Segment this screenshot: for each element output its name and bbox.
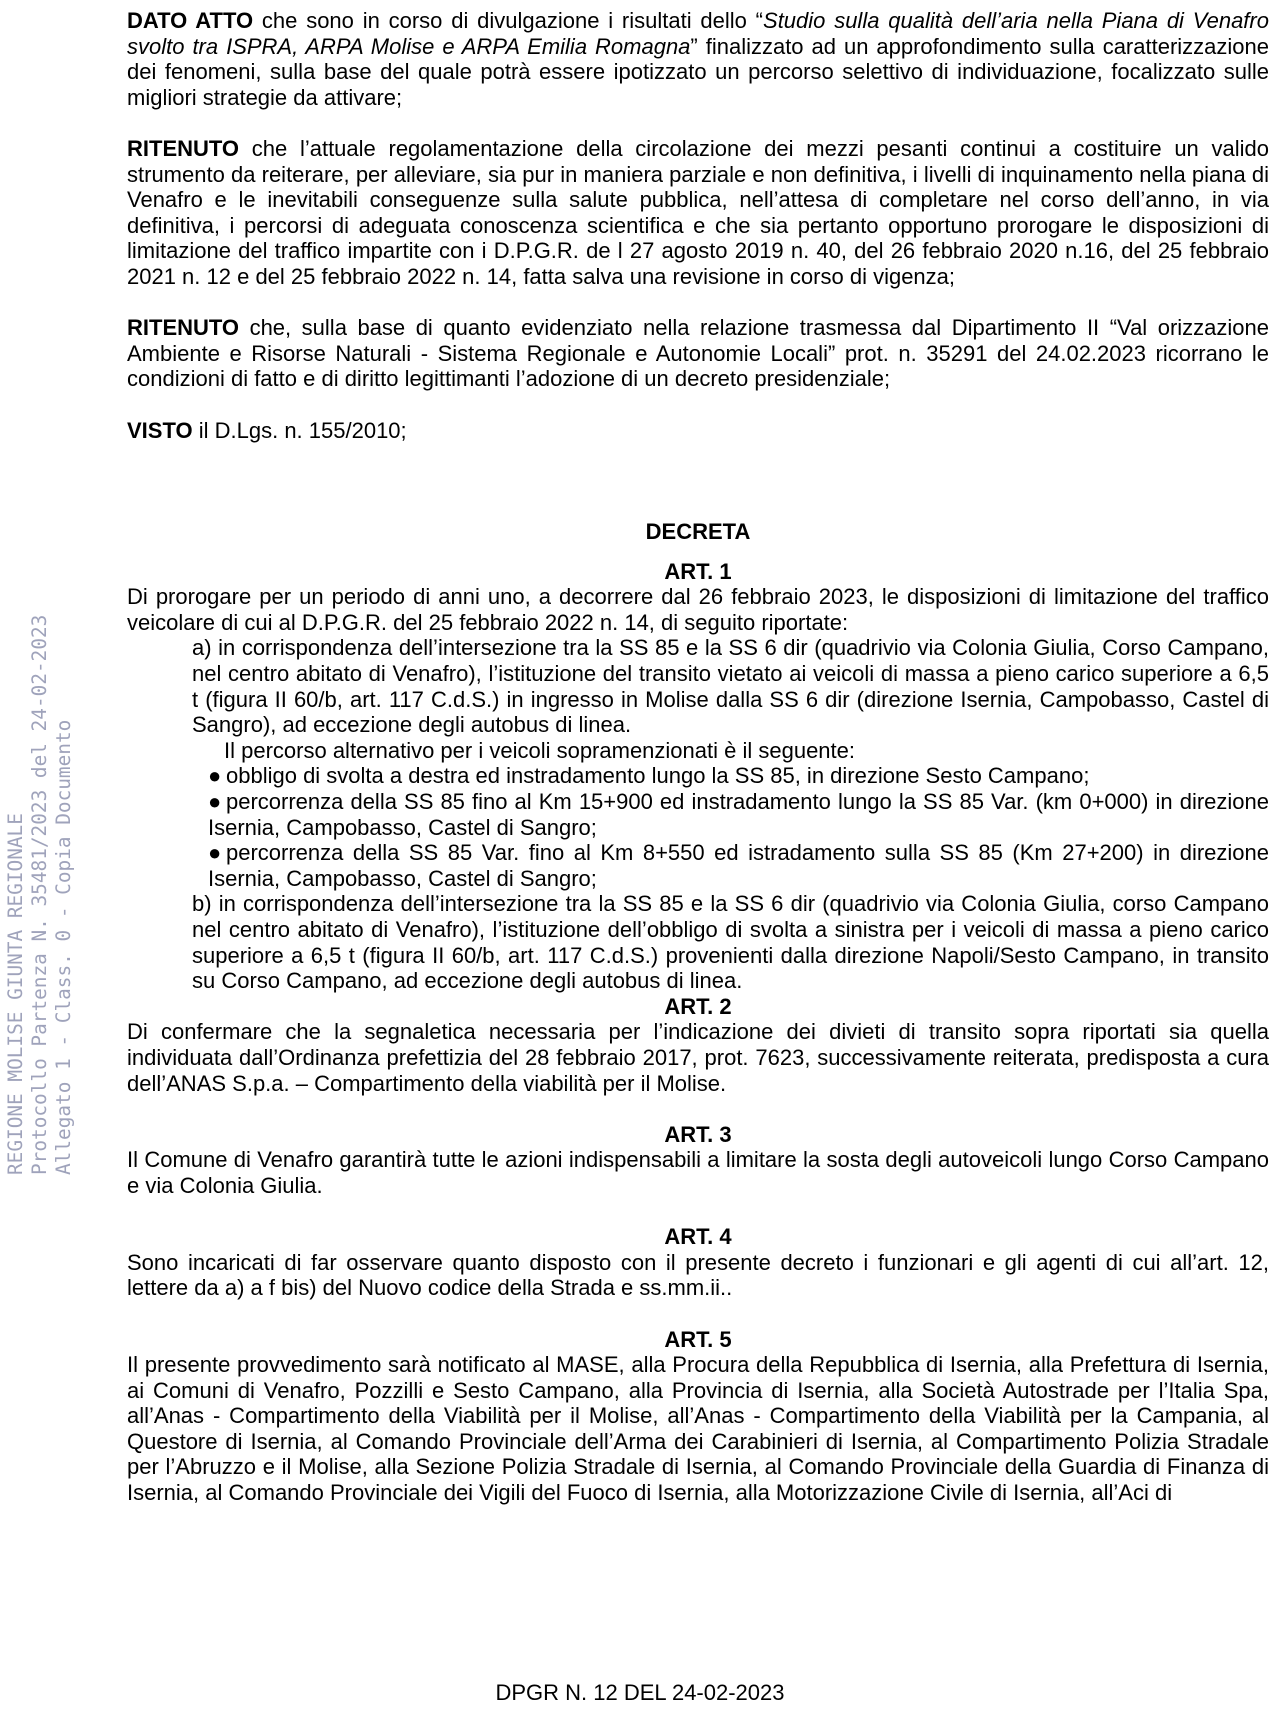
protocol-watermark [4,495,90,1175]
watermark-line-3: Allegato 1 - Class. 0 - Copia Documento [52,719,75,1175]
bullet-dot-icon: ● [208,763,222,789]
decreta-heading: DECRETA [645,519,751,545]
art-5-text: Il presente provvedimento sarà notificato al MASE, alla Procura della Repubblica di Isernia, alla Prefettura di Isernia, ai Comuni di Venafro, Pozzilli e Sesto Campano, alla Provincia di Isernia, alla Società Autostrade per l’Italia Spa, all’Anas - Compartimento della Viabilità per il Molise, all’Anas - Compartimento della Viabilità per la Campania, al Questore di Isernia, al Comando Provinciale dell’Arma dei Carabinieri di Isernia, al Compartimento Polizia Stradale per l’Abruzzo e il Molise, alla Sezione Polizia Stradale di Isernia, al Comando Provinciale della Guardia di Finanza di Isernia, al Comando Provinciale dei Vigili del Fuoco di Isernia, alla Motorizzazione Civile di Isernia, all’Aci di [127,1352,1269,1506]
ritenuto-1-text: che l’attuale regolamentazione della circolazione dei mezzi pesanti continui a costituire un valido strumento da reiterare, per alleviare, sia pur in maniera parziale e non definitiva, i livelli di inquinamento nella piana di Venafro e le inevitabili conseguenze sulla salute pubblica, nell’attesa di completare nel corso dell’anno, in via definitiva, i percorsi di adeguata conoscenza scientifica e che sia pertanto opportuno prorogare le disposizioni di limitazione del traffico impartite con i D.P.G.R. de l 27 agosto 2019 n. 40, del 26 febbraio 2020 n.16, del 25 febbraio 2021 n. 12 e del 25 febbraio 2022 n. 14, fatta salva una revisione in corso di vigenza; [127,135,1269,289]
paragraph-ritenuto-2 [127,315,1269,392]
art-1-alt-route-intro: Il percorso alternativo per i veicoli sopramenzionati è il seguente: [224,737,855,763]
art-1-item-a: a) in corrispondenza dell’intersezione tra la SS 85 e la SS 6 dir (quadrivio via Colonia Giulia, Corso Campano, nel centro abitato di Venafro), l’istituzione del transito vietato ai veicoli di massa a pieno carico superiore a 6,5 t (figura II 60/b, art. 117 C.d.S.) in ingresso in Molise dalla SS 6 dir (direzione Isernia, Campobasso, Castel di Sangro), ad eccezione degli autobus di linea. [192,635,1269,738]
page-footer: DPGR N. 12 DEL 24-02-2023 [495,1680,785,1705]
keyword-visto: VISTO [127,417,193,443]
art-1-item-b: b) in corrispondenza dell’intersezione tra la SS 85 e la SS 6 dir (quadrivio via Colonia Giulia, corso Campano nel centro abitato di Venafro), l’istituzione dell’obbligo di svolta a sinistra per i veicoli di massa a pieno carico superiore a 6,5 t (figura II 60/b, art. 117 C.d.S.) provenienti dalla direzione Napoli/Sesto Campano, in transito su Corso Campano, ad eccezione degli autobus di linea. [192,891,1269,994]
bullet-dot-icon: ● [208,840,222,866]
watermark-line-2: Protocollo Partenza N. 35481/2023 del 24-02-2023 [28,614,51,1175]
art-3-title: ART. 3 [664,1121,732,1147]
art-1-intro: Di prorogare per un periodo di anni uno, a decorrere dal 26 febbraio 2023, le disposizioni di limitazione del traffico veicolare di cui al D.P.G.R. del 25 febbraio 2022 n. 14, di seguito riportate: [127,584,1269,635]
bullet-text: percorrenza della SS 85 Var. fino al Km 8+550 ed istradamento sulla SS 85 (Km 27+200) in direzione Isernia, Campobasso, Castel di Sangro; [208,840,1269,891]
ritenuto-2-text: che, sulla base di quanto evidenziato nella relazione trasmessa dal Dipartimento II “Val orizzazione Ambiente e Risorse Naturali - Sistema Regionale e Autonomie Locali” prot. n. 35291 del 24.02.2023 ricorrano le condizioni di fatto e di diritto legittimanti l’adozione di un decreto presidenziale; [127,315,1269,392]
art-3-text: Il Comune di Venafro garantirà tutte le azioni indispensabili a limitare la sosta degli autoveicoli lungo Corso Campano e via Colonia Giulia. [127,1147,1269,1198]
keyword-ritenuto-1: RITENUTO [127,135,240,161]
dato-atto-text-2: ” finalizzato ad un approfondimento sulla caratterizzazione dei fenomeni, sulla base del quale potrà essere ipotizzato un percorso selettivo di individuazione, focalizzato sulle migliori strategie da attivare; [127,33,1269,110]
art-2-text: Di confermare che la segnaletica necessaria per l’indicazione dei divieti di transito sopra riportati sia quella individuata dall’Ordinanza prefettizia del 28 febbraio 2017, prot. 7623, successivamente reiterata, predisposta a cura dell’ANAS S.p.a. – Compartimento della viabilità per il Molise. [127,1019,1269,1096]
art-4-title: ART. 4 [664,1224,732,1250]
document-page [127,8,1269,1506]
art-2-title: ART. 2 [664,993,732,1019]
bullet-dot-icon: ● [208,789,222,815]
dato-atto-study-title: Studio sulla qualità dell’aria nella Piana di Venafro svolto tra ISPRA, ARPA Molise e ARPA Emilia Romagna [127,8,1269,59]
watermark-line-1: REGIONE MOLISE GIUNTA REGIONALE [4,813,27,1175]
keyword-dato-atto: DATO ATTO [127,8,254,33]
art-1-title: ART. 1 [664,558,732,584]
art-1-bullet-3 [208,840,1269,891]
bullet-text: obbligo di svolta a destra ed instradamento lungo la SS 85, in direzione Sesto Campano; [226,763,1090,789]
art-1-bullet-2 [208,789,1269,840]
bullet-text: percorrenza della SS 85 fino al Km 15+900 ed instradamento lungo la SS 85 Var. (km 0+000) in direzione Isernia, Campobasso, Castel di Sangro; [208,789,1269,840]
paragraph-ritenuto-1 [127,136,1269,290]
art-4-text: Sono incaricati di far osservare quanto disposto con il presente decreto i funzionari e gli agenti di cui all’art. 12, lettere da a) a f bis) del Nuovo codice della Strada e ss.mm.ii.. [127,1249,1269,1301]
art-1-bullet-1 [208,763,1269,789]
art-5-title: ART. 5 [664,1326,732,1352]
visto-text: il D.Lgs. n. 155/2010; [192,417,407,443]
paragraph-visto [127,418,1269,444]
dato-atto-text-1: che sono in corso di divulgazione i risultati dello “ [253,8,764,33]
keyword-ritenuto-2: RITENUTO [127,315,240,341]
paragraph-dato-atto [127,8,1269,110]
